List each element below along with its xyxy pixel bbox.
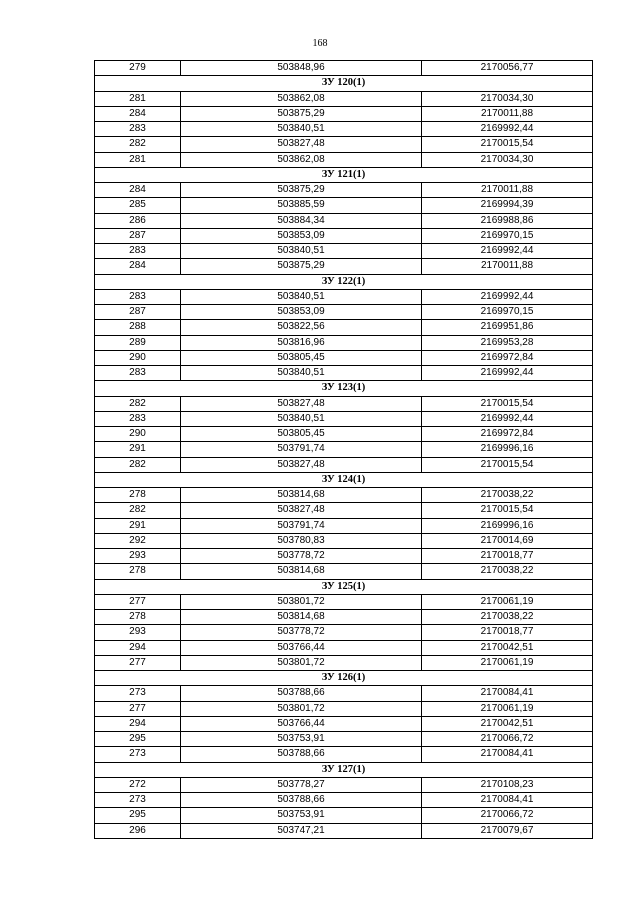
table-row bbox=[95, 442, 593, 457]
table-row bbox=[95, 152, 593, 167]
x-coordinate-cell: 503816,96 bbox=[181, 335, 422, 350]
point-number-cell: 284 bbox=[95, 183, 181, 198]
x-coordinate-cell: 503778,72 bbox=[181, 549, 422, 564]
point-number-cell: 272 bbox=[95, 777, 181, 792]
point-number-cell: 284 bbox=[95, 259, 181, 274]
y-coordinate-cell: 2169972,84 bbox=[422, 350, 593, 365]
x-coordinate-cell: 503814,68 bbox=[181, 488, 422, 503]
table-row bbox=[95, 793, 593, 808]
section-header-row bbox=[95, 762, 593, 777]
y-coordinate-cell: 2170015,54 bbox=[422, 503, 593, 518]
y-coordinate-cell: 2170015,54 bbox=[422, 137, 593, 152]
x-coordinate-cell: 503840,51 bbox=[181, 289, 422, 304]
x-coordinate-cell: 503791,74 bbox=[181, 442, 422, 457]
y-coordinate-cell: 2170061,19 bbox=[422, 655, 593, 670]
x-coordinate-cell: 503778,27 bbox=[181, 777, 422, 792]
y-coordinate-cell: 2170061,19 bbox=[422, 701, 593, 716]
table-row bbox=[95, 640, 593, 655]
point-number-cell: 293 bbox=[95, 549, 181, 564]
x-coordinate-cell: 503780,83 bbox=[181, 533, 422, 548]
point-number-cell: 278 bbox=[95, 610, 181, 625]
table-row bbox=[95, 503, 593, 518]
y-coordinate-cell: 2169992,44 bbox=[422, 366, 593, 381]
table-row bbox=[95, 564, 593, 579]
point-number-cell: 277 bbox=[95, 594, 181, 609]
x-coordinate-cell: 503814,68 bbox=[181, 564, 422, 579]
y-coordinate-cell: 2169992,44 bbox=[422, 244, 593, 259]
table-row bbox=[95, 289, 593, 304]
y-coordinate-cell: 2170084,41 bbox=[422, 747, 593, 762]
table-row bbox=[95, 732, 593, 747]
section-header-row bbox=[95, 167, 593, 182]
table-row bbox=[95, 488, 593, 503]
point-number-cell: 287 bbox=[95, 305, 181, 320]
y-coordinate-cell: 2170084,41 bbox=[422, 686, 593, 701]
y-coordinate-cell: 2170014,69 bbox=[422, 533, 593, 548]
point-number-cell: 282 bbox=[95, 503, 181, 518]
table-row bbox=[95, 305, 593, 320]
point-number-cell: 291 bbox=[95, 518, 181, 533]
table-row bbox=[95, 457, 593, 472]
table-row bbox=[95, 61, 593, 76]
point-number-cell: 296 bbox=[95, 823, 181, 838]
point-number-cell: 279 bbox=[95, 61, 181, 76]
table-row bbox=[95, 655, 593, 670]
table-row bbox=[95, 411, 593, 426]
point-number-cell: 293 bbox=[95, 625, 181, 640]
point-number-cell: 282 bbox=[95, 137, 181, 152]
section-title: ЗУ 124(1) bbox=[95, 472, 593, 487]
y-coordinate-cell: 2170011,88 bbox=[422, 106, 593, 121]
y-coordinate-cell: 2170042,51 bbox=[422, 716, 593, 731]
table-row bbox=[95, 823, 593, 838]
y-coordinate-cell: 2170011,88 bbox=[422, 183, 593, 198]
x-coordinate-cell: 503827,48 bbox=[181, 503, 422, 518]
point-number-cell: 283 bbox=[95, 244, 181, 259]
point-number-cell: 283 bbox=[95, 289, 181, 304]
table-row bbox=[95, 198, 593, 213]
point-number-cell: 285 bbox=[95, 198, 181, 213]
page-number: 168 bbox=[312, 38, 328, 49]
point-number-cell: 284 bbox=[95, 106, 181, 121]
point-number-cell: 273 bbox=[95, 793, 181, 808]
table-row bbox=[95, 228, 593, 243]
y-coordinate-cell: 2169996,16 bbox=[422, 518, 593, 533]
y-coordinate-cell: 2169996,16 bbox=[422, 442, 593, 457]
section-title: ЗУ 127(1) bbox=[95, 762, 593, 777]
point-number-cell: 291 bbox=[95, 442, 181, 457]
point-number-cell: 281 bbox=[95, 152, 181, 167]
x-coordinate-cell: 503853,09 bbox=[181, 305, 422, 320]
table-row bbox=[95, 808, 593, 823]
x-coordinate-cell: 503875,29 bbox=[181, 259, 422, 274]
table-row bbox=[95, 427, 593, 442]
y-coordinate-cell: 2170018,77 bbox=[422, 625, 593, 640]
y-coordinate-cell: 2170011,88 bbox=[422, 259, 593, 274]
section-title: ЗУ 120(1) bbox=[95, 76, 593, 91]
table-row bbox=[95, 533, 593, 548]
point-number-cell: 287 bbox=[95, 228, 181, 243]
table-row bbox=[95, 549, 593, 564]
x-coordinate-cell: 503840,51 bbox=[181, 411, 422, 426]
point-number-cell: 295 bbox=[95, 808, 181, 823]
x-coordinate-cell: 503753,91 bbox=[181, 808, 422, 823]
y-coordinate-cell: 2170038,22 bbox=[422, 488, 593, 503]
point-number-cell: 283 bbox=[95, 411, 181, 426]
x-coordinate-cell: 503788,66 bbox=[181, 686, 422, 701]
point-number-cell: 290 bbox=[95, 427, 181, 442]
x-coordinate-cell: 503875,29 bbox=[181, 183, 422, 198]
section-header-row bbox=[95, 579, 593, 594]
point-number-cell: 273 bbox=[95, 686, 181, 701]
x-coordinate-cell: 503822,56 bbox=[181, 320, 422, 335]
x-coordinate-cell: 503853,09 bbox=[181, 228, 422, 243]
x-coordinate-cell: 503848,96 bbox=[181, 61, 422, 76]
x-coordinate-cell: 503788,66 bbox=[181, 793, 422, 808]
point-number-cell: 292 bbox=[95, 533, 181, 548]
table-row bbox=[95, 91, 593, 106]
table-row bbox=[95, 350, 593, 365]
table-row bbox=[95, 213, 593, 228]
y-coordinate-cell: 2170018,77 bbox=[422, 549, 593, 564]
point-number-cell: 288 bbox=[95, 320, 181, 335]
table-row bbox=[95, 137, 593, 152]
section-title: ЗУ 122(1) bbox=[95, 274, 593, 289]
table-row bbox=[95, 518, 593, 533]
point-number-cell: 283 bbox=[95, 366, 181, 381]
y-coordinate-cell: 2170079,67 bbox=[422, 823, 593, 838]
coordinates-table-body bbox=[95, 61, 593, 839]
x-coordinate-cell: 503801,72 bbox=[181, 655, 422, 670]
section-header-row bbox=[95, 671, 593, 686]
y-coordinate-cell: 2170034,30 bbox=[422, 152, 593, 167]
x-coordinate-cell: 503805,45 bbox=[181, 427, 422, 442]
y-coordinate-cell: 2170056,77 bbox=[422, 61, 593, 76]
point-number-cell: 278 bbox=[95, 488, 181, 503]
y-coordinate-cell: 2170061,19 bbox=[422, 594, 593, 609]
section-header-row bbox=[95, 472, 593, 487]
point-number-cell: 277 bbox=[95, 655, 181, 670]
point-number-cell: 277 bbox=[95, 701, 181, 716]
x-coordinate-cell: 503840,51 bbox=[181, 366, 422, 381]
y-coordinate-cell: 2169992,44 bbox=[422, 289, 593, 304]
table-row bbox=[95, 244, 593, 259]
x-coordinate-cell: 503827,48 bbox=[181, 396, 422, 411]
y-coordinate-cell: 2170066,72 bbox=[422, 808, 593, 823]
point-number-cell: 290 bbox=[95, 350, 181, 365]
point-number-cell: 283 bbox=[95, 122, 181, 137]
x-coordinate-cell: 503791,74 bbox=[181, 518, 422, 533]
section-title: ЗУ 125(1) bbox=[95, 579, 593, 594]
point-number-cell: 273 bbox=[95, 747, 181, 762]
table-row bbox=[95, 747, 593, 762]
x-coordinate-cell: 503766,44 bbox=[181, 640, 422, 655]
y-coordinate-cell: 2170015,54 bbox=[422, 457, 593, 472]
table-row bbox=[95, 366, 593, 381]
table-row bbox=[95, 335, 593, 350]
section-title: ЗУ 121(1) bbox=[95, 167, 593, 182]
y-coordinate-cell: 2169992,44 bbox=[422, 122, 593, 137]
coordinates-table bbox=[94, 60, 593, 839]
x-coordinate-cell: 503801,72 bbox=[181, 701, 422, 716]
x-coordinate-cell: 503801,72 bbox=[181, 594, 422, 609]
table-row bbox=[95, 610, 593, 625]
y-coordinate-cell: 2170034,30 bbox=[422, 91, 593, 106]
table-row bbox=[95, 594, 593, 609]
y-coordinate-cell: 2169951,86 bbox=[422, 320, 593, 335]
table-row bbox=[95, 686, 593, 701]
y-coordinate-cell: 2170084,41 bbox=[422, 793, 593, 808]
point-number-cell: 286 bbox=[95, 213, 181, 228]
table-row bbox=[95, 106, 593, 121]
x-coordinate-cell: 503766,44 bbox=[181, 716, 422, 731]
y-coordinate-cell: 2169953,28 bbox=[422, 335, 593, 350]
x-coordinate-cell: 503885,59 bbox=[181, 198, 422, 213]
table-row bbox=[95, 396, 593, 411]
y-coordinate-cell: 2170038,22 bbox=[422, 610, 593, 625]
y-coordinate-cell: 2169970,15 bbox=[422, 305, 593, 320]
table-row bbox=[95, 625, 593, 640]
y-coordinate-cell: 2169992,44 bbox=[422, 411, 593, 426]
table-row bbox=[95, 777, 593, 792]
section-header-row bbox=[95, 381, 593, 396]
table-row bbox=[95, 183, 593, 198]
x-coordinate-cell: 503747,21 bbox=[181, 823, 422, 838]
point-number-cell: 281 bbox=[95, 91, 181, 106]
x-coordinate-cell: 503840,51 bbox=[181, 122, 422, 137]
x-coordinate-cell: 503862,08 bbox=[181, 91, 422, 106]
y-coordinate-cell: 2169994,39 bbox=[422, 198, 593, 213]
x-coordinate-cell: 503753,91 bbox=[181, 732, 422, 747]
section-header-row bbox=[95, 274, 593, 289]
section-title: ЗУ 126(1) bbox=[95, 671, 593, 686]
point-number-cell: 294 bbox=[95, 640, 181, 655]
x-coordinate-cell: 503778,72 bbox=[181, 625, 422, 640]
y-coordinate-cell: 2170108,23 bbox=[422, 777, 593, 792]
y-coordinate-cell: 2170038,22 bbox=[422, 564, 593, 579]
y-coordinate-cell: 2170066,72 bbox=[422, 732, 593, 747]
y-coordinate-cell: 2169972,84 bbox=[422, 427, 593, 442]
x-coordinate-cell: 503805,45 bbox=[181, 350, 422, 365]
table-row bbox=[95, 122, 593, 137]
point-number-cell: 282 bbox=[95, 396, 181, 411]
section-title: ЗУ 123(1) bbox=[95, 381, 593, 396]
x-coordinate-cell: 503840,51 bbox=[181, 244, 422, 259]
x-coordinate-cell: 503884,34 bbox=[181, 213, 422, 228]
y-coordinate-cell: 2170015,54 bbox=[422, 396, 593, 411]
x-coordinate-cell: 503875,29 bbox=[181, 106, 422, 121]
point-number-cell: 289 bbox=[95, 335, 181, 350]
x-coordinate-cell: 503827,48 bbox=[181, 457, 422, 472]
point-number-cell: 295 bbox=[95, 732, 181, 747]
y-coordinate-cell: 2169970,15 bbox=[422, 228, 593, 243]
y-coordinate-cell: 2169988,86 bbox=[422, 213, 593, 228]
point-number-cell: 294 bbox=[95, 716, 181, 731]
point-number-cell: 278 bbox=[95, 564, 181, 579]
x-coordinate-cell: 503827,48 bbox=[181, 137, 422, 152]
x-coordinate-cell: 503862,08 bbox=[181, 152, 422, 167]
table-row bbox=[95, 701, 593, 716]
section-header-row bbox=[95, 76, 593, 91]
table-row bbox=[95, 320, 593, 335]
y-coordinate-cell: 2170042,51 bbox=[422, 640, 593, 655]
x-coordinate-cell: 503788,66 bbox=[181, 747, 422, 762]
x-coordinate-cell: 503814,68 bbox=[181, 610, 422, 625]
table-row bbox=[95, 716, 593, 731]
point-number-cell: 282 bbox=[95, 457, 181, 472]
table-row bbox=[95, 259, 593, 274]
